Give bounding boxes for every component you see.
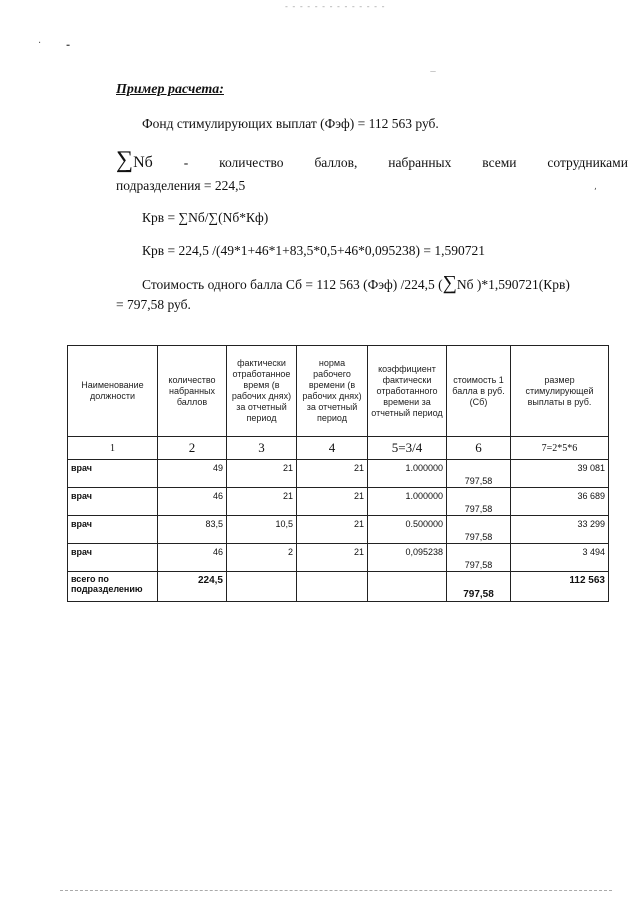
header-norm-time: норма рабочего времени (в рабочих днях) за отчетный период	[297, 346, 368, 437]
header-point-cost: стоимость 1 балла в руб. (Сб)	[447, 346, 511, 437]
column-number: 2	[158, 437, 227, 460]
column-number: 6	[447, 437, 511, 460]
cell-worked: 2	[227, 544, 297, 572]
cell-points: 46	[158, 488, 227, 516]
cell-point-cost: 797,58	[447, 460, 511, 488]
word: количество	[219, 155, 284, 170]
krv-formula: Крв = ∑Nб/∑(Nб*Кф)	[142, 210, 269, 225]
cell-position: врач	[68, 544, 158, 572]
total-row	[68, 572, 609, 602]
krv-calculation: Крв = 224,5 /(49*1+46*1+83,5*0,5+46*0,095238) = 1,590721	[142, 243, 485, 258]
cell-coefficient: 1.000000	[368, 460, 447, 488]
column-number: 7=2*5*6	[511, 437, 609, 460]
word: баллов,	[314, 155, 358, 170]
cell-norm: 21	[297, 544, 368, 572]
cell-worked: 21	[227, 488, 297, 516]
header-worked-time: фактически отработанное время (в рабочих днях) за отчетный период	[227, 346, 297, 437]
table-header-row	[68, 346, 609, 437]
cell-coefficient: 0.500000	[368, 516, 447, 544]
cell-norm: 21	[297, 516, 368, 544]
cell-position: врач	[68, 516, 158, 544]
cell-coefficient: 1.000000	[368, 488, 447, 516]
column-number-row	[68, 437, 609, 460]
column-number: 1	[68, 437, 158, 460]
payment-calculation-table	[67, 345, 609, 602]
cell-point-cost: 797,58	[447, 516, 511, 544]
example-title: Пример расчета:	[116, 82, 224, 97]
word: -	[183, 155, 189, 170]
cell-payment: 33 299	[511, 516, 609, 544]
cell-point-cost: 797,58	[447, 488, 511, 516]
cell-norm: 21	[297, 488, 368, 516]
cell-payment: 39 081	[511, 460, 609, 488]
scan-artifact-left: ·	[38, 38, 42, 49]
cell-point-cost: 797,58	[447, 544, 511, 572]
cell-payment: 36 689	[511, 488, 609, 516]
column-number: 3	[227, 437, 297, 460]
cell-position: врач	[68, 460, 158, 488]
total-point-cost: 797,58	[447, 572, 511, 602]
word: всеми	[482, 155, 517, 170]
fund-paragraph: Фонд стимулирующих выплат (Фэф) = 112 563 руб.	[142, 116, 439, 131]
header-position: Наименование должности	[68, 346, 158, 437]
point-cost-line: Стоимость одного балла Сб = 112 563 (Фэф) /224,5 (∑Nб )*1,590721(Крв)	[142, 272, 570, 294]
header-coefficient: коэффициент фактически отработанного времени за отчетный период	[368, 346, 447, 437]
scan-artifact-right: ,	[594, 182, 597, 192]
table-row	[68, 516, 609, 544]
column-number: 4	[297, 437, 368, 460]
cell-position: врач	[68, 488, 158, 516]
cell-worked: 10,5	[227, 516, 297, 544]
total-points: 224,5	[158, 572, 227, 602]
total-payment: 112 563	[511, 572, 609, 602]
points-count-continuation: подразделения = 224,5	[116, 178, 246, 193]
cell-points: 49	[158, 460, 227, 488]
empty-cell	[297, 572, 368, 602]
total-label: всего по подразделению	[68, 572, 158, 602]
table-row	[68, 544, 609, 572]
header-payment: размер стимулирующей выплаты в руб.	[511, 346, 609, 437]
sum-symbol: ∑Nб	[116, 147, 153, 173]
cell-points: 83,5	[158, 516, 227, 544]
points-count-line	[116, 147, 628, 173]
column-number: 5=3/4	[368, 437, 447, 460]
table-row	[68, 460, 609, 488]
scan-artifact-left-dash: -	[66, 40, 71, 51]
table-row	[68, 488, 609, 516]
cell-payment: 3 494	[511, 544, 609, 572]
scan-artifact-mid: —	[430, 68, 436, 75]
point-cost-result: = 797,58 руб.	[116, 297, 191, 312]
word: набранных	[388, 155, 452, 170]
scan-artifact-top: - - - - - - - - - - - - - -	[285, 2, 386, 11]
cell-norm: 21	[297, 460, 368, 488]
empty-cell	[368, 572, 447, 602]
cell-worked: 21	[227, 460, 297, 488]
empty-cell	[227, 572, 297, 602]
page-bottom-divider	[60, 890, 612, 891]
header-points: количество набранных баллов	[158, 346, 227, 437]
cell-coefficient: 0,095238	[368, 544, 447, 572]
cell-points: 46	[158, 544, 227, 572]
word: сотрудниками	[547, 155, 628, 170]
sum-symbol: ∑	[442, 272, 457, 294]
